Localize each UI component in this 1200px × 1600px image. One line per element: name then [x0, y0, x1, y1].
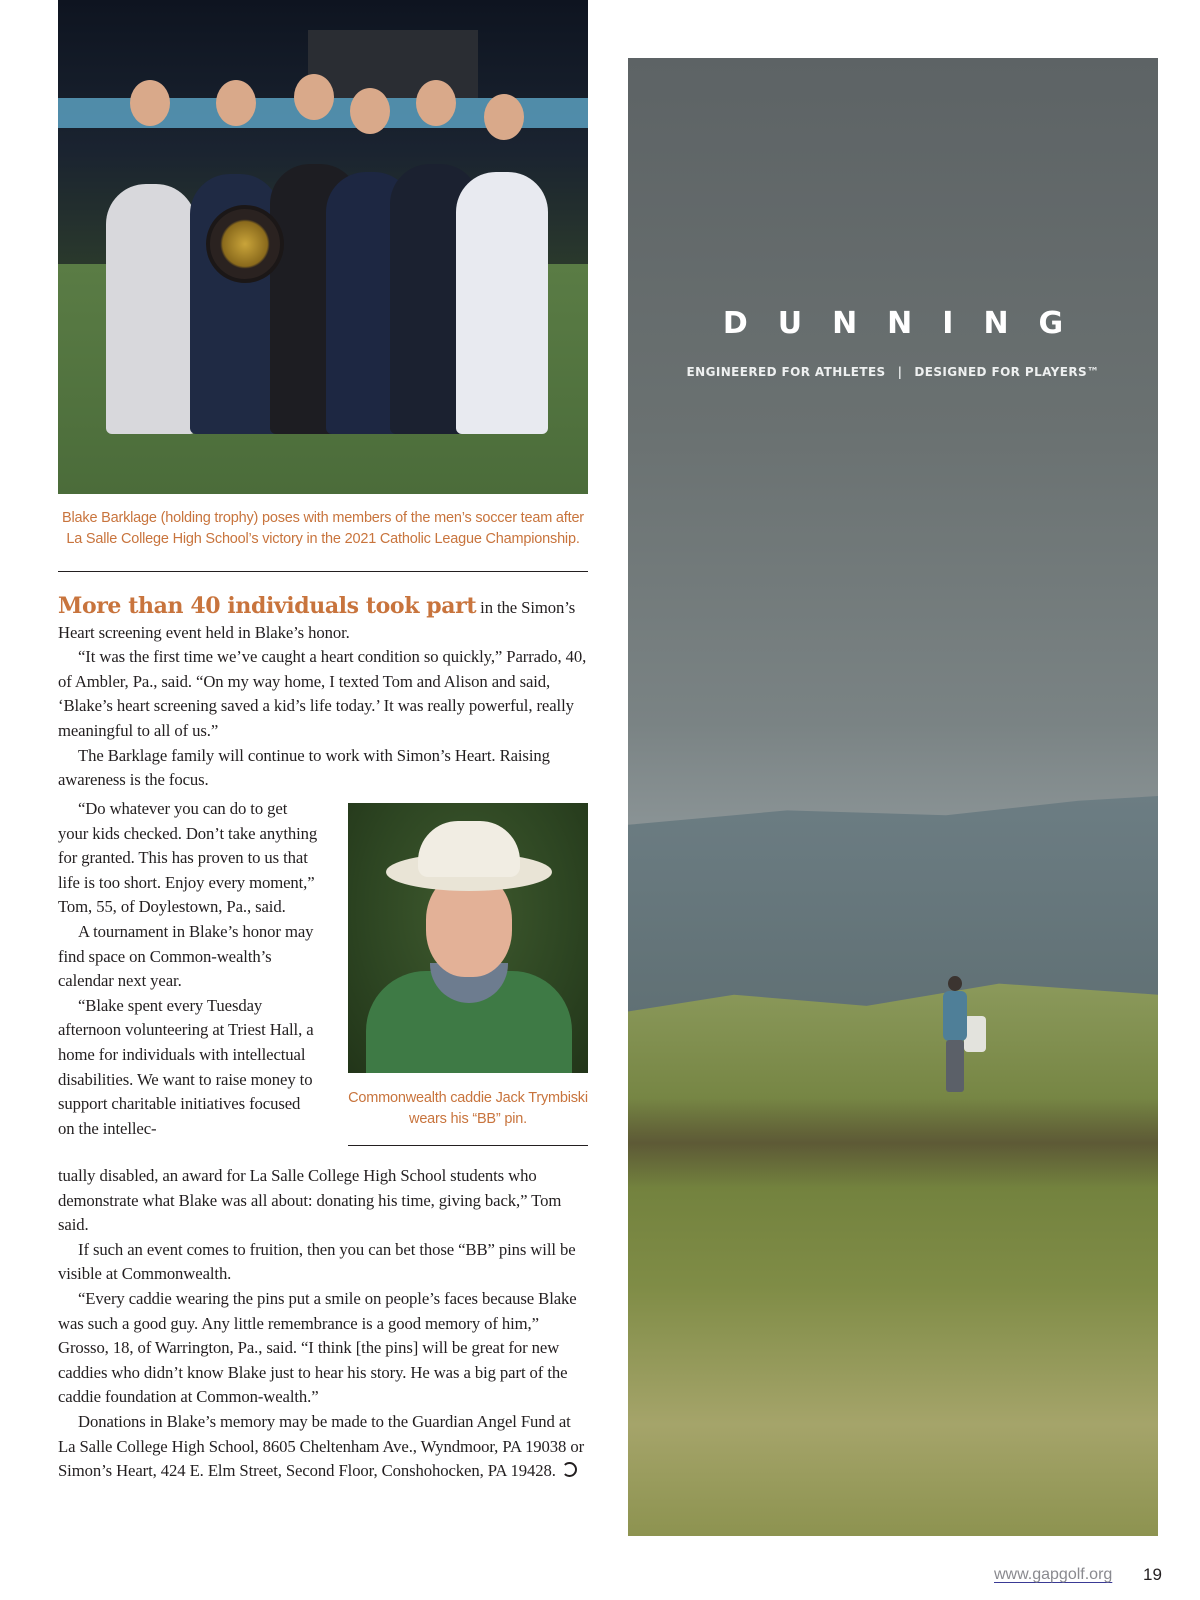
footer-website-link[interactable]: www.gapgolf.org: [994, 1566, 1113, 1583]
article-body-top: [58, 594, 590, 793]
ad-tagline-separator: |: [897, 365, 903, 379]
paragraph: If such an event comes to fruition, then you can bet those “BB” pins will be visible at Commonwealth.: [58, 1239, 576, 1284]
hat-crown: [418, 821, 520, 877]
lead-run-in: More than 40 individuals took part: [58, 593, 477, 619]
caddie-photo-caption: Commonwealth caddie Jack Trymbiski wears his “BB” pin.: [348, 1090, 588, 1127]
end-of-article-icon: [562, 1462, 577, 1477]
caption-divider: [348, 1145, 588, 1146]
team-photo-caption: Blake Barklage (holding trophy) poses with members of the men’s soccer team after La Salle College High School’s victory in the 2021 Catholic League Championship.: [62, 510, 584, 547]
paragraph: “It was the first time we’ve caught a heart condition so quickly,” Parrado, 40, of Ambler, Pa., said. “On my way home, I texted Tom and Alison and said, ‘Blake’s heart screening saved a kid’s life today.’ It was really powerful, really meaningful to all of us.”: [58, 647, 587, 740]
player-head: [130, 80, 170, 126]
article-lead-paragraph: [58, 594, 590, 645]
golfer-figure: [940, 976, 970, 1096]
championship-trophy: [206, 205, 284, 283]
article-body-narrow: [58, 797, 320, 1141]
caddie-photo: [348, 803, 588, 1073]
paragraph: “Blake spent every Tuesday afternoon volunteering at Triest Hall, a home for individuals with intellectual disabilities. We want to raise money to support charitable initiatives focused on the intellec-: [58, 995, 314, 1138]
caption-divider: [58, 571, 588, 572]
ad-grass-shadow: [628, 1098, 1158, 1188]
dunning-advertisement[interactable]: [628, 58, 1158, 1536]
golf-bag: [964, 1016, 986, 1052]
player-head: [294, 74, 334, 120]
paragraph: “Do whatever you can do to get your kids checked. Don’t take anything for granted. This has proven to us that life is too short. Enjoy every moment,” Tom, 55, of Doylestown, Pa., said.: [58, 799, 318, 917]
team-photo: [58, 0, 588, 494]
player-head: [416, 80, 456, 126]
page-number: 19: [1143, 1565, 1162, 1584]
stadium-building: [308, 30, 478, 98]
ad-tagline-right: DESIGNED FOR PLAYERS™: [914, 365, 1100, 379]
golfer-legs: [946, 1040, 964, 1092]
ad-dune-grass: [628, 978, 1158, 1536]
paragraph-final-text: Donations in Blake’s memory may be made to the Guardian Angel Fund at La Salle College High School, 8605 Cheltenham Ave., Wyndmoor, PA 19038 or Simon’s Heart, 424 E. Elm Street, Second Floor, Conshohocken, PA 19428.: [58, 1411, 585, 1481]
paragraph: A tournament in Blake’s honor may find space on Common-wealth’s calendar next year.: [58, 921, 314, 991]
golfer-jacket: [943, 991, 967, 1041]
article-body-bottom: [58, 1164, 590, 1484]
paragraph: “Every caddie wearing the pins put a smile on people’s faces because Blake was such a good guy. Any little remembrance is a good memory of him,” Grosso, 18, of Warrington, Pa., said. “I think [the pins] will be great for new caddies who didn’t know Blake just to hear his story. He was a big part of the caddie foundation at Common-wealth.”: [58, 1288, 577, 1407]
player-head: [350, 88, 390, 134]
paragraph: The Barklage family will continue to work with Simon’s Heart. Raising awareness is the focus.: [58, 745, 550, 790]
paragraph-final: [58, 1410, 590, 1484]
player-head: [216, 80, 256, 126]
ad-brand-logo: DUNNING: [722, 306, 1094, 341]
golfer-head: [948, 976, 962, 991]
player-head: [484, 94, 524, 140]
lead-text: in the Simon’s Heart screening event held in Blake’s honor.: [58, 598, 576, 642]
player-figure: [456, 172, 548, 434]
ad-tagline-left: ENGINEERED FOR ATHLETES: [686, 365, 886, 379]
player-figure: [106, 184, 196, 434]
paragraph-continued: tually disabled, an award for La Salle College High School students who demonstrate what Blake was all about: donating his time, giving back,” Tom said.: [58, 1166, 562, 1235]
ad-tagline: [628, 365, 1158, 379]
